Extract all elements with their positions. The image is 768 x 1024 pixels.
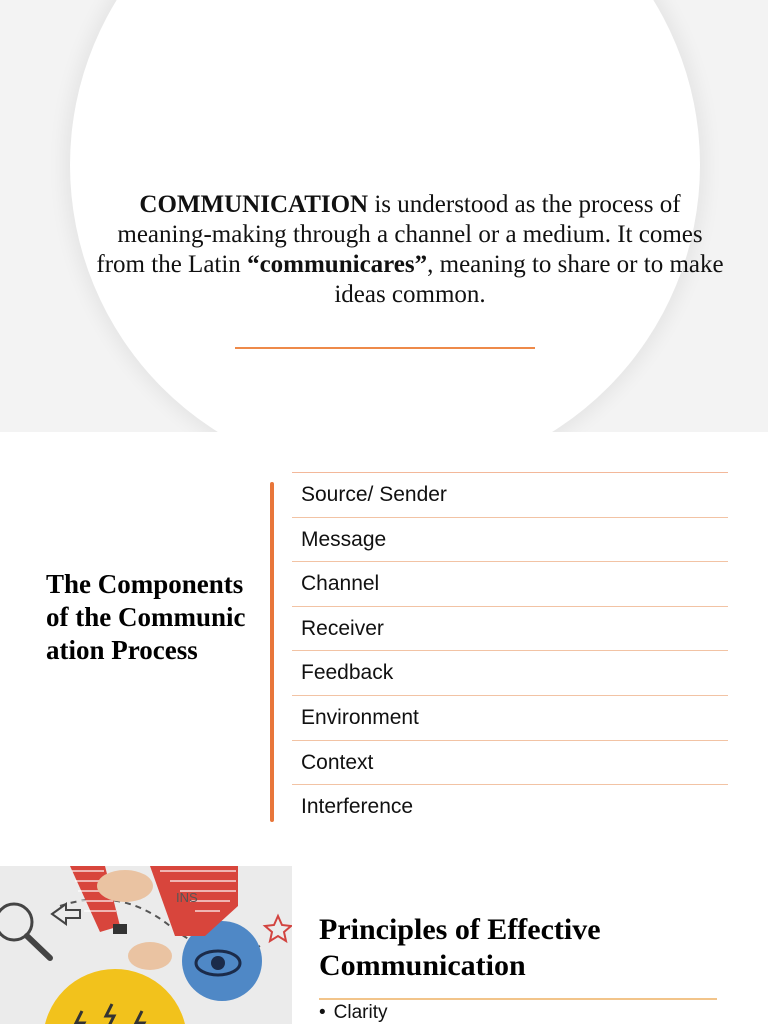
list-item [292,740,728,785]
latin-word: “communicares” [247,251,428,278]
definition-text-1: is understood as the process of meaning-making through a channel or a medium. It comes from the Latin [96,191,703,278]
component-label: Message [301,527,387,551]
orange-vertical-bar [270,482,274,822]
list-item [292,472,728,517]
teamwork-photo [0,866,292,1024]
component-label: Receiver [301,616,384,640]
list-item [292,695,728,740]
definition-text-2: , meaning to share or to make ideas common. [334,251,724,308]
list-item [292,784,728,829]
principles-title: Principles of Effective Communication [319,913,601,982]
photo-text: INS [176,890,198,905]
component-label: Feedback [301,661,394,685]
list-item: • Clarity [319,1002,388,1024]
component-label: Environment [301,705,419,729]
principles-slide [0,864,768,1024]
component-label: Source/ Sender [301,483,447,506]
principles-list [319,1002,388,1024]
definition-term: COMMUNICATION [139,191,369,218]
definition-slide [0,0,768,432]
components-slide [0,432,768,864]
orange-divider [235,347,535,349]
list-item [292,517,728,562]
title-underline [319,998,717,1000]
component-label: Context [301,750,374,774]
components-title: The Components of the Communication Process [46,569,246,665]
component-label: Channel [301,572,380,596]
list-item [292,561,728,606]
list-item [292,606,728,651]
communication-definition [90,190,730,310]
components-list [292,472,728,829]
list-item [292,650,728,695]
component-label: Interference [301,795,414,819]
